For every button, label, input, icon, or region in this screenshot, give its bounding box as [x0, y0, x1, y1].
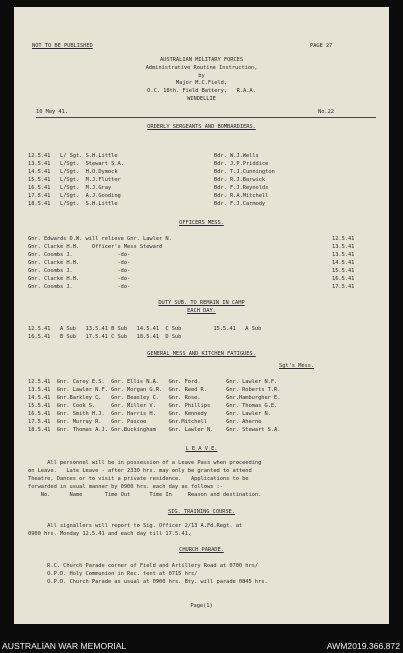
section-heading: GENERAL MESS AND KITCHEN FATIGUES.	[147, 351, 256, 357]
orderly-sergeant: L/Sgt. Stewart S.A.	[60, 161, 124, 167]
orderly-bombardier: Bdr. R.J.Barwick	[214, 177, 266, 183]
fatigue-row: 15.5.41 Gnr. Cook S. Gnr. Miller V. Gnr. Phillips Gnr. Thomas G.E.	[28, 403, 278, 409]
leave-columns-line: No. Name Time Out Time In Reason and destination.	[28, 492, 262, 498]
title-line: Administrative Routine Instruction,	[145, 65, 258, 71]
orderly-date: 14.5.41	[28, 169, 51, 175]
title-line: O.C. 18th. Field Battery, R.A.A.	[147, 88, 256, 94]
fatigue-row: 13.5.41 Gnr. Lawler N.F. Gnr. Morgan G.R. Gnr. Reed R. Gnr. Roberts T.R.	[28, 387, 281, 393]
fatigue-row: 12.5.41 Gnr. Carey E.S. Gnr. Ellis N.A. Gnr. Ford. Gnr. Lawler N.F.	[28, 379, 278, 385]
orderly-date: 12.5.41	[28, 153, 51, 159]
sig-line: 0900 hrs. Monday 12.5.41 and each day till 17.5.41.	[28, 531, 191, 537]
church-line: O.P.D. Holy Communion in Rec. tent at 0715 hrs/	[28, 571, 198, 577]
title-line: by	[198, 73, 205, 79]
orderly-bombardier: Bdr. R.A.Mitchell	[214, 193, 269, 199]
orderly-sergeant: L/Sgt. S.H.Little	[60, 201, 118, 207]
officers-mess-entry: Gnr. Coombs J. -do-	[28, 252, 131, 258]
fatigue-row: 17.5.41 Gnr. Murray R. Gnr. Pascoe Gnr.Mitchell Gnr. Aherne	[28, 419, 262, 425]
footer-accession-number: AWM2019.366.872	[326, 641, 400, 651]
footer-bar	[0, 638, 403, 653]
section-heading: OFFICERS MESS.	[179, 220, 224, 226]
officers-mess-entry: Gnr. Edwards D.W. will relieve Gnr. Lawler N.	[28, 236, 172, 242]
title-line: Major M.C.Field,	[175, 80, 228, 86]
fatigue-row: 18.5.41 Gnr. Thomas A.J. Gnr.Buckingham Gnr. Lawler N. Gnr. Stewart S.A.	[28, 427, 281, 433]
page-number-label: PAGE 27	[310, 43, 333, 49]
title-line: AUSTRALIAN MILITARY FORCES	[159, 57, 244, 63]
officers-mess-date: 17.5.41	[332, 284, 355, 290]
officers-mess-date: 13.5.41	[332, 252, 355, 258]
document-date: 10 May 41.	[36, 109, 68, 115]
orderly-sergeant: L/Sgt. M.J.Gray	[60, 185, 112, 191]
orderly-sergeant: L/ Sgt. S.H.Little	[60, 153, 118, 159]
orderly-bombardier: Bdr. F.J.Carmody	[214, 201, 266, 207]
document-number: No.22	[318, 109, 334, 115]
orderly-sergeant: L/Sgt. M.J.Flutter	[60, 177, 121, 183]
orderly-date: 15.5.41	[28, 177, 51, 183]
title-line: WINDELLIE	[187, 96, 216, 102]
leave-line: All personnel will be in possession of a Leave Pass when proceeding	[28, 460, 262, 466]
orderly-date: 16.5.41	[28, 185, 51, 191]
officers-mess-date: 13.5.41	[332, 244, 355, 250]
orderly-date: 13.5.41	[28, 161, 51, 167]
church-line: O.P.D. Church Parade as usual at 0900 hrs. Bty. will parade 0845 hrs.	[28, 579, 268, 585]
restriction-label: NOT TO BE PUBLISHED	[32, 43, 93, 49]
orderly-bombardier: Bdr. W.J.Wells	[214, 153, 259, 159]
officers-mess-date: 16.5.41	[332, 276, 355, 282]
sig-line: All signallers will report to Sig. Officer 2/13 A.Fd.Regt. at	[28, 523, 243, 529]
orderly-bombardier: Bdr. J.P.Priddice	[214, 161, 269, 167]
church-line: R.C. Church Parade corner of Field and Artillery Road at 0700 hrs/	[28, 563, 259, 569]
leave-line: on Leave. Late Leave - after 2330 hrs. may only be granted to attend	[28, 468, 252, 474]
section-subheading: EACH DAY.	[187, 308, 216, 314]
divider	[36, 117, 376, 118]
orderly-date: 18.5.41	[28, 201, 51, 207]
leave-line: forwarded in usual manner by 0900 hrs. each day as follows :-	[28, 484, 223, 490]
officers-mess-date: 14.5.41	[332, 260, 355, 266]
officers-mess-entry: Gnr. Clarke H.H. -do-	[28, 260, 131, 266]
page-label: Page(1)	[190, 603, 213, 609]
orderly-sergeant: L/Sgt. H.O.Dymock	[60, 169, 118, 175]
section-heading: DUTY SUB. TO REMAIN IN CAMP	[158, 300, 245, 306]
orderly-date: 17.5.41	[28, 193, 51, 199]
officers-mess-entry: Gnr. Clarke H.H. -do-	[28, 276, 131, 282]
leave-line: Theatre, Dances or to visit a private residence. Applications to be	[28, 476, 249, 482]
officers-mess-entry: Gnr. Coombs J. -do-	[28, 268, 131, 274]
fatigue-row: 16.5.41 Gnr. Smith H.J. Gnr. Harris H. Gnr. Kennedy Gnr. Lawler N.	[28, 411, 271, 417]
officers-mess-date: 12.5.41	[332, 236, 355, 242]
fatigue-row: 14.5.41 Gnr.Barkley C. Gnr. Beasley C. Gnr. Rose. Gnr.Hamburgher E.	[28, 395, 281, 401]
orderly-sergeant: L/Sgt. A.J.Gooding	[60, 193, 121, 199]
duty-row: 12.5.41 A Sub 13.5.41 B Sub 14.5.41 C Sub 15.5.41 A Sub	[28, 326, 262, 332]
section-heading: CHURCH PARADE.	[179, 547, 224, 553]
orderly-bombardier: Bdr. F.J.Reynolds	[214, 185, 269, 191]
footer-source: AUSTRALIAN WAR MEMORIAL	[2, 641, 127, 651]
section-heading: L E A V E.	[185, 446, 218, 452]
document-page	[14, 7, 389, 624]
orderly-bombardier: Bdr. T.J.Cunnington	[214, 169, 275, 175]
section-heading: ORDERLY SERGEANTS AND BOMBARDIERS.	[147, 124, 256, 130]
officers-mess-entry: Gnr. Coombs J. -do-	[28, 284, 131, 290]
officers-mess-date: 15.5.41	[332, 268, 355, 274]
section-heading: SIG. TRAINING COURSE.	[167, 509, 236, 515]
section-subheading: Sgt's Mess.	[279, 363, 315, 369]
officers-mess-entry: Gnr. Clarke H.H. Officer's Mess Steward	[28, 244, 163, 250]
duty-row: 16.5.41 B Sub 17.5.41 C Sub 18.5.41 D Sub	[28, 334, 182, 340]
